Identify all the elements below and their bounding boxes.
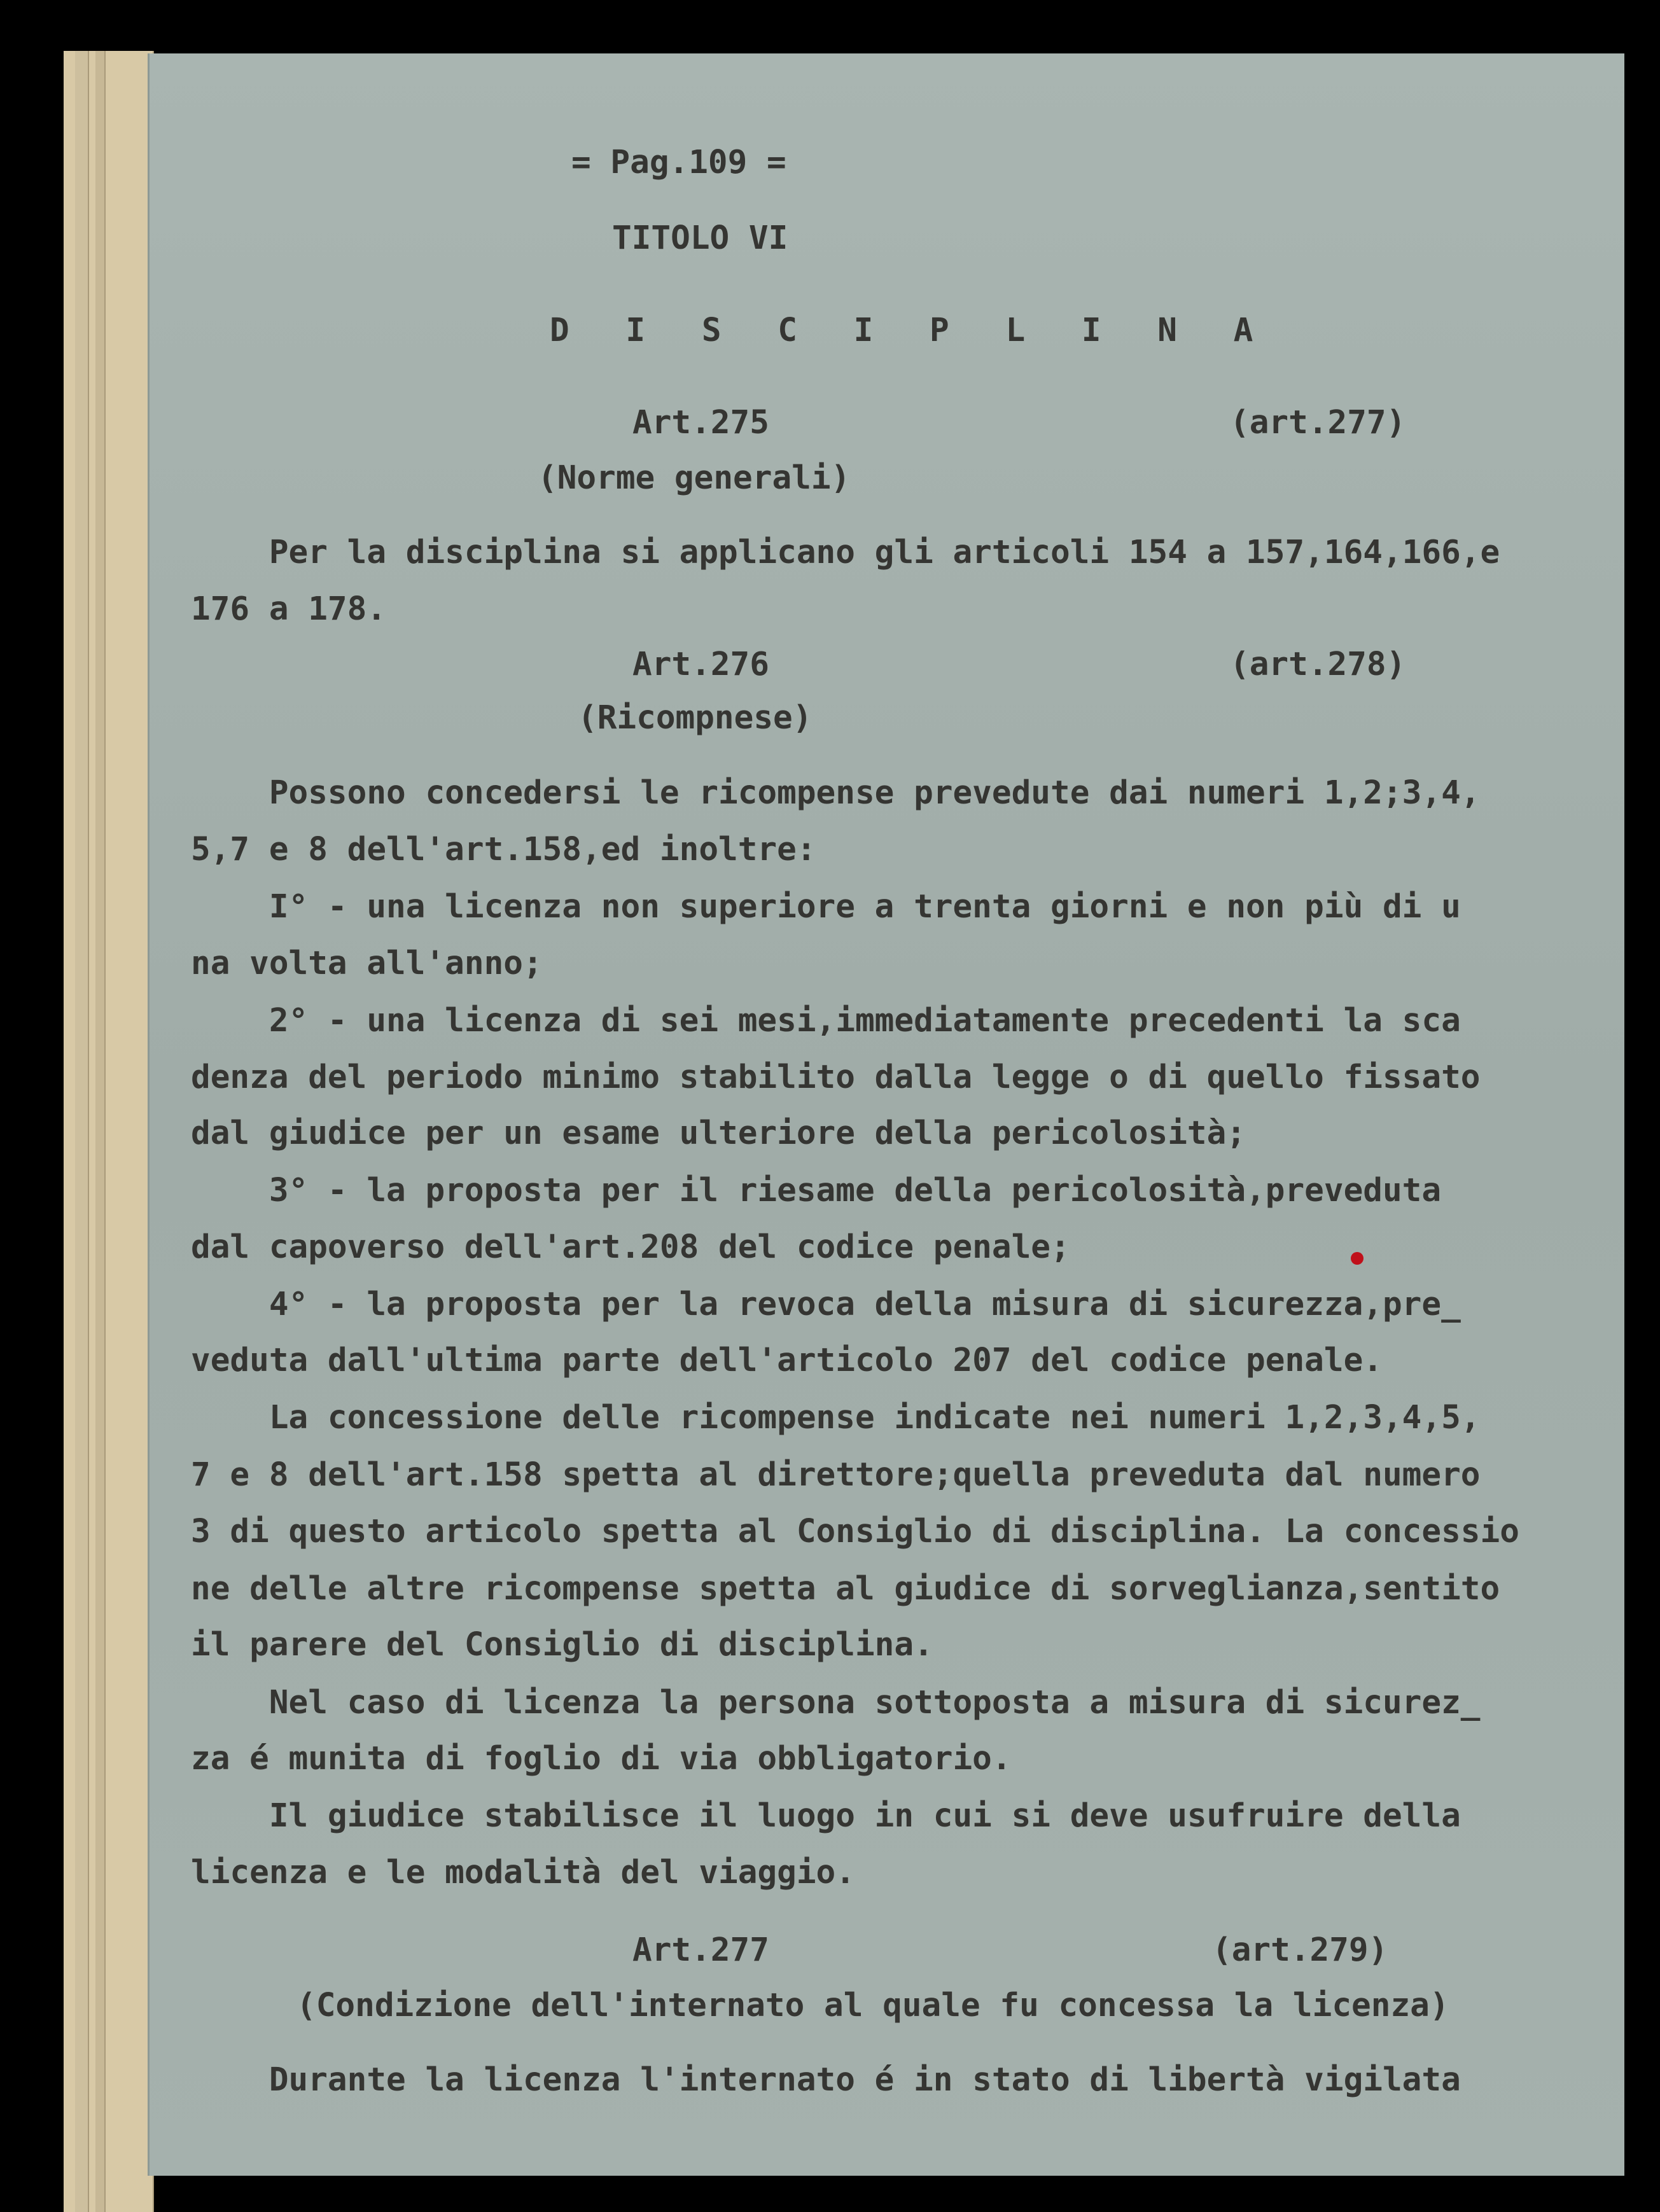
text-line: 5,7 e 8 dell'art.158,ed inoltre:: [191, 831, 816, 868]
article-number: Art.275: [632, 404, 769, 442]
text-line: veduta dall'ultima parte dell'articolo 207 del codice penale.: [191, 1342, 1383, 1379]
article-heading: (Norme generali): [538, 459, 851, 497]
text-line: 3° - la proposta per il riesame della pericolosità,preveduta: [191, 1172, 1442, 1209]
article-number: Art.276: [632, 646, 769, 683]
text-line: dal capoverso dell'art.208 del codice penale;: [191, 1228, 1070, 1266]
article-number: Art.277: [632, 1931, 769, 1969]
article-reference: (art.278): [1230, 646, 1406, 683]
article-heading: (Ricompnese): [578, 699, 813, 737]
text-line: il parere del Consiglio di disciplina.: [191, 1626, 933, 1664]
text-line: dal giudice per un esame ulteriore della pericolosità;: [191, 1115, 1246, 1152]
text-line: licenza e le modalità del viaggio.: [191, 1854, 855, 1891]
text-line: ne delle altre ricompense spetta al giudice di sorveglianza,sentito: [191, 1570, 1500, 1608]
text-line: Durante la licenza l'internato é in stato di libertà vigilata: [191, 2061, 1461, 2099]
article-reference: (art.277): [1230, 404, 1406, 442]
text-line: 4° - la proposta per la revoca della misura di sicurezza,pre_: [191, 1286, 1461, 1323]
sheet-edge-line: [75, 51, 89, 2212]
page-number: = Pag.109 =: [571, 144, 786, 181]
typewritten-page: [148, 53, 1624, 2176]
text-line: 2° - una licenza di sei mesi,immediatamente precedenti la sca: [191, 1002, 1461, 1040]
text-line: 176 a 178.: [191, 590, 387, 628]
text-line: Il giudice stabilisce il luogo in cui si deve usufruire della: [191, 1797, 1461, 1835]
text-line: Per la disciplina si applicano gli articoli 154 a 157,164,166,e: [191, 534, 1500, 571]
text-line: 7 e 8 dell'art.158 spetta al direttore;quella preveduta dal numero: [191, 1456, 1481, 1494]
text-line: za é munita di foglio di via obbligatorio.: [191, 1740, 1012, 1777]
text-line: 3 di questo articolo spetta al Consiglio di disciplina. La concessio: [191, 1513, 1519, 1550]
text-line: Possono concedersi le ricompense prevedute dai numeri 1,2;3,4,: [191, 774, 1481, 812]
text-line: Nel caso di licenza la persona sottoposta a misura di sicurez_: [191, 1684, 1481, 1722]
subtitle: D I S C I P L I N A: [550, 312, 1272, 349]
text-line: La concessione delle ricompense indicate nei numeri 1,2,3,4,5,: [191, 1399, 1481, 1436]
article-heading: (Condizione dell'internato al quale fu concessa la licenza): [296, 1987, 1449, 2024]
sheet-edge-line: [95, 51, 106, 2212]
text-line: I° - una licenza non superiore a trenta giorni e non più di u: [191, 888, 1461, 926]
text-line: na volta all'anno;: [191, 945, 543, 982]
red-ink-mark: [1351, 1252, 1364, 1265]
text-line: denza del periodo minimo stabilito dalla legge o di quello fissato: [191, 1059, 1481, 1096]
title: TITOLO VI: [612, 219, 788, 257]
article-reference: (art.279): [1212, 1931, 1388, 1969]
